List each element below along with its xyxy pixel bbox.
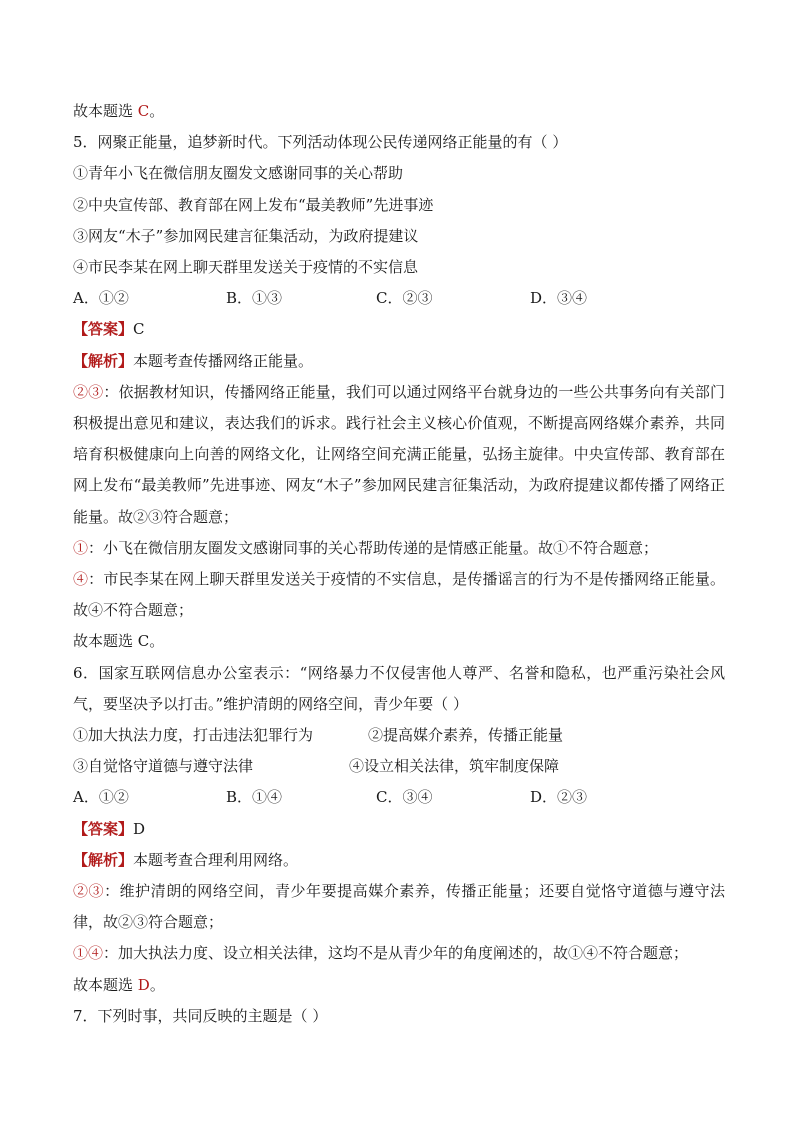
- q6-stem: 6．国家互联网信息办公室表示：“网络暴力不仅侵害他人尊严、名誉和隐私，也严重污染社会风气，要坚决予以打击。”维护清朗的网络空间，青少年要（ ）: [73, 663, 725, 713]
- q5-item-1: ①青年小飞在微信朋友圈发文感谢同事的关心帮助: [73, 164, 404, 183]
- q5-item-2: ②中央宣传部、教育部在网上发布“最美教师”先进事迹: [73, 195, 434, 214]
- q7-stem: 7．下列时事，共同反映的主题是（ ）: [73, 1006, 328, 1025]
- q6-option-b: B．①④: [226, 788, 283, 807]
- q5-option-b: B．①③: [226, 289, 283, 308]
- q5-explanation-2: ①：小飞在微信朋友圈发文感谢同事的关心帮助传递的是情感正能量。故①不符合题意；: [73, 538, 659, 557]
- q5-item-4: ④市民李某在网上聊天群里发送关于疫情的不实信息: [73, 258, 419, 277]
- q6-answer-label: 【答案】: [73, 819, 134, 838]
- document-page: [73, 96, 725, 1032]
- q6-conclusion: 故本题选 D。: [73, 975, 165, 994]
- q6-items-row-1: [73, 720, 725, 751]
- q5-options: [73, 283, 725, 314]
- q6-item-3: ③自觉恪守道德与遵守法律: [73, 757, 254, 776]
- q5-analysis: 【解析】本题考查传播网络正能量。: [73, 351, 314, 370]
- q6-item-1: ①加大执法力度，打击违法犯罪行为: [73, 726, 314, 745]
- q6-explanation-2: ①④：加大执法力度、设立相关法律，这均不是从青少年的角度阐述的，故①④不符合题意；: [73, 944, 689, 963]
- q5-analysis-label: 【解析】: [73, 351, 134, 370]
- q6-option-d: D．②③: [530, 788, 588, 807]
- q5-stem: 5．网聚正能量，追梦新时代。下列活动体现公民传递网络正能量的有（ ）: [73, 133, 568, 152]
- q6-item-4: ④设立相关法律，筑牢制度保障: [349, 757, 560, 776]
- q6-items-row-2: [73, 751, 725, 782]
- q5-conclusion: 故本题选 C。: [73, 632, 165, 651]
- q6-option-a: A．①②: [73, 788, 129, 807]
- q6-answer-value: D: [133, 819, 146, 838]
- q6-options: [73, 782, 725, 813]
- q5-explanation-3: ④：市民李某在网上聊天群里发送关于疫情的不实信息，是传播谣言的行为不是传播网络正能量。故④不符合题意；: [73, 570, 725, 620]
- q6-explanation-1: ②③：维护清朗的网络空间，青少年要提高媒介素养，传播正能量；还要自觉恪守道德与遵守法律，故②③符合题意；: [73, 882, 725, 932]
- q6-item-2: ②提高媒介素养，传播正能量: [368, 726, 564, 745]
- q5-explanation-1: ②③：依据教材知识，传播网络正能量，我们可以通过网络平台就身边的一些公共事务向有关部门积极提出意见和建议，表达我们的诉求。践行社会主义核心价值观，不断提高网络媒介素养，共同培育积极健康向上向善的网络文化，让网络空间充满正能量，弘扬主旋律。中央宣传部、教育部在网上发布“最美教师”先进事迹、网友“木子”参加网民建言征集活动，为政府提建议都传播了网络正能量。故②③符合题意；: [73, 382, 725, 526]
- prev-conclusion: 故本题选 C。: [73, 102, 165, 120]
- q5-answer-label: 【答案】: [73, 320, 134, 339]
- q5-option-c: C．②③: [376, 289, 433, 308]
- q5-item-3: ③网友“木子”参加网民建言征集活动，为政府提建议: [73, 226, 419, 245]
- q5-answer-value: C: [133, 320, 145, 339]
- q5-option-a: A．①②: [73, 289, 129, 308]
- q6-option-c: C．③④: [376, 788, 433, 807]
- q5-answer: [73, 314, 725, 345]
- q6-analysis: 【解析】本题考查合理利用网络。: [73, 850, 299, 869]
- q5-option-d: D．③④: [530, 289, 588, 308]
- q6-answer: [73, 814, 725, 845]
- q6-analysis-label: 【解析】: [73, 850, 134, 869]
